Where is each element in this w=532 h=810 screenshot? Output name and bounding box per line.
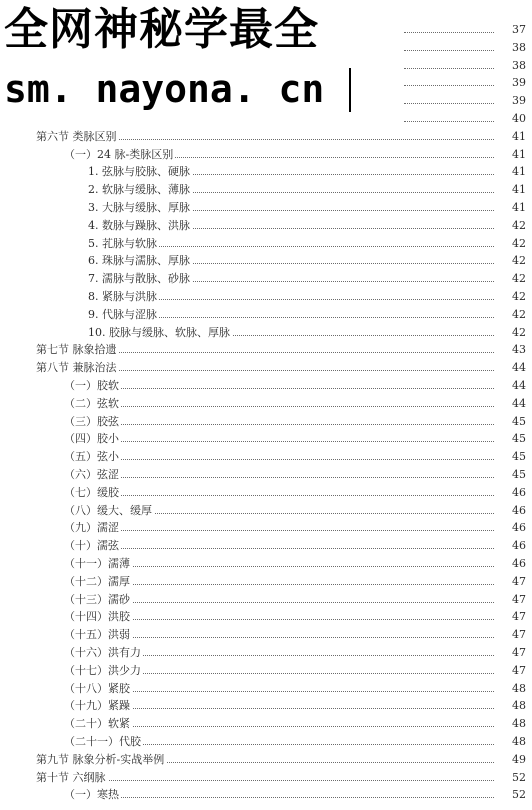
toc-entry-label: （一）24 脉-类脉区别 <box>64 148 174 161</box>
toc-entry[interactable] <box>0 537 532 554</box>
dot-leader <box>404 85 496 86</box>
toc-entry-page: 44 <box>494 395 526 412</box>
toc-entry-label: （八）缓大、缓厚 <box>64 504 152 517</box>
toc-entry-page: 47 <box>494 626 526 643</box>
toc-entry[interactable] <box>0 341 532 358</box>
toc-entry-page: 46 <box>494 484 526 501</box>
toc-entry-label: 1. 弦脉与胶脉、硬脉 <box>88 165 190 178</box>
toc-entry-page: 46 <box>494 555 526 572</box>
toc-entry-label: 9. 代脉与涩脉 <box>88 308 157 321</box>
toc-entry[interactable] <box>0 466 532 483</box>
toc-entry-page: 38 <box>494 57 526 74</box>
toc-entry-label: （四）胶小 <box>64 432 119 445</box>
toc-entry-page: 41 <box>494 181 526 198</box>
toc-entry-page: 48 <box>494 715 526 732</box>
toc-entry-page: 46 <box>494 502 526 519</box>
toc-entry-page: 45 <box>494 413 526 430</box>
toc-entry-page: 45 <box>494 448 526 465</box>
toc-entry[interactable] <box>0 519 532 536</box>
watermark <box>0 0 404 124</box>
toc-entry-page: 41 <box>494 128 526 145</box>
toc-entry-page: 48 <box>494 697 526 714</box>
toc-entry[interactable] <box>0 306 532 323</box>
dot-leader <box>64 530 496 531</box>
toc-entry[interactable] <box>0 235 532 252</box>
toc-entry-label: （十七）洪少力 <box>64 664 141 677</box>
toc-entry[interactable] <box>0 181 532 198</box>
toc-entry-page: 47 <box>494 644 526 661</box>
toc-entry-label: 6. 珠脉与濡脉、厚脉 <box>88 254 190 267</box>
toc-entry-page: 38 <box>494 39 526 56</box>
toc-entry-label: （七）缓胶 <box>64 486 119 499</box>
toc-entry[interactable] <box>0 697 532 714</box>
toc-entry-page: 41 <box>494 163 526 180</box>
toc-entry[interactable] <box>0 395 532 412</box>
toc-entry-label: （十三）濡砂 <box>64 593 130 606</box>
toc-entry-page: 45 <box>494 466 526 483</box>
toc-entry[interactable] <box>0 573 532 590</box>
toc-entry-label: （十二）濡厚 <box>64 575 130 588</box>
toc-entry-page: 46 <box>494 519 526 536</box>
toc-entry-label: （一）胶软 <box>64 379 119 392</box>
toc-entry-label: （十四）洪胶 <box>64 610 130 623</box>
watermark-url: sm. nayona. cn <box>4 67 325 111</box>
toc-entry-label: 5. 芤脉与软脉 <box>88 237 157 250</box>
toc-entry-page: 47 <box>494 591 526 608</box>
toc-entry-page: 42 <box>494 324 526 341</box>
dot-leader <box>64 406 496 407</box>
toc-entry[interactable] <box>0 377 532 394</box>
toc-entry-label: 第十节 六纲脉 <box>36 771 106 784</box>
toc-entry-page: 37 <box>494 21 526 38</box>
toc-entry-label: （五）弦小 <box>64 450 119 463</box>
toc-entry[interactable] <box>0 324 532 341</box>
dot-leader <box>64 424 496 425</box>
dot-leader <box>404 121 496 122</box>
toc-entry[interactable] <box>0 359 532 376</box>
toc-entry-page: 39 <box>494 92 526 109</box>
toc-entry-label: （十九）紧躁 <box>64 699 130 712</box>
toc-entry-label: 7. 濡脉与散脉、砂脉 <box>88 272 190 285</box>
toc-entry[interactable] <box>0 751 532 768</box>
dot-leader <box>64 441 496 442</box>
toc-entry[interactable] <box>0 146 532 163</box>
toc-entry[interactable] <box>0 217 532 234</box>
toc-entry[interactable] <box>0 608 532 625</box>
toc-entry-page: 47 <box>494 608 526 625</box>
dot-leader <box>64 459 496 460</box>
dot-leader <box>404 32 496 33</box>
toc-entry[interactable] <box>0 484 532 501</box>
toc-entry-page: 47 <box>494 662 526 679</box>
toc-entry-label: （十五）洪弱 <box>64 628 130 641</box>
toc-entry-label: （十六）洪有力 <box>64 646 141 659</box>
toc-entry[interactable] <box>0 733 532 750</box>
toc-entry-page: 49 <box>494 751 526 768</box>
toc-entry-page: 40 <box>494 110 526 127</box>
toc-entry-label: 2. 软脉与缓脉、薄脉 <box>88 183 190 196</box>
toc-entry-label: （十一）濡薄 <box>64 557 130 570</box>
dot-leader <box>64 495 496 496</box>
toc-entry-page: 47 <box>494 573 526 590</box>
toc-entry-page: 41 <box>494 146 526 163</box>
toc-entry[interactable] <box>0 591 532 608</box>
toc-entry[interactable] <box>0 163 532 180</box>
toc-entry[interactable] <box>0 662 532 679</box>
toc-entry-page: 42 <box>494 252 526 269</box>
toc-entry[interactable] <box>0 555 532 572</box>
toc-entry[interactable] <box>0 270 532 287</box>
toc-entry-page: 41 <box>494 199 526 216</box>
toc-entry[interactable] <box>0 626 532 643</box>
toc-entry-page: 39 <box>494 74 526 91</box>
toc-entry-label: （二十）软紧 <box>64 717 130 730</box>
toc-entry-page: 45 <box>494 430 526 447</box>
toc-entry-label: （一）寒热 <box>64 788 119 801</box>
text-cursor <box>349 68 351 112</box>
toc-entry-page: 42 <box>494 270 526 287</box>
watermark-title: 全网神秘学最全 <box>4 4 319 55</box>
dot-leader <box>404 103 496 104</box>
dot-leader <box>404 50 496 51</box>
toc-entry-label: 第七节 脉象拾遗 <box>36 343 117 356</box>
toc-entry-label: 4. 数脉与躁脉、洪脉 <box>88 219 190 232</box>
toc-entry-label: （二）弦软 <box>64 397 119 410</box>
toc-entry[interactable] <box>0 644 532 661</box>
toc-entry-label: （六）弦涩 <box>64 468 119 481</box>
dot-leader <box>64 477 496 478</box>
toc-entry-label: （三）胶弦 <box>64 415 119 428</box>
toc-entry[interactable] <box>0 128 532 145</box>
toc-entry-label: （二十一）代胶 <box>64 735 141 748</box>
toc-entry[interactable] <box>0 288 532 305</box>
toc-entry-page: 46 <box>494 537 526 554</box>
toc-entry-page: 48 <box>494 733 526 750</box>
toc-entry[interactable] <box>0 448 532 465</box>
toc-entry[interactable] <box>0 430 532 447</box>
toc-entry-page: 42 <box>494 217 526 234</box>
toc-entry-label: 10. 胶脉与缓脉、软脉、厚脉 <box>88 326 230 339</box>
toc-entry-label: （九）濡涩 <box>64 521 119 534</box>
dot-leader <box>64 548 496 549</box>
toc-entry-page: 52 <box>494 769 526 786</box>
toc-entry[interactable] <box>0 199 532 216</box>
toc-entry-page: 42 <box>494 306 526 323</box>
toc-entry[interactable] <box>0 680 532 697</box>
toc-entry[interactable] <box>0 252 532 269</box>
toc-entry-label: 8. 紧脉与洪脉 <box>88 290 157 303</box>
toc-entry-page: 44 <box>494 377 526 394</box>
dot-leader <box>64 388 496 389</box>
toc-entry-label: 第六节 类脉区别 <box>36 130 117 143</box>
toc-entry[interactable] <box>0 786 532 803</box>
dot-leader <box>64 797 496 798</box>
toc-entry-page: 42 <box>494 288 526 305</box>
toc-entry[interactable] <box>0 715 532 732</box>
toc-entry-page: 52 <box>494 786 526 803</box>
toc-entry-label: （十八）紧胶 <box>64 682 130 695</box>
toc-entry-page: 43 <box>494 341 526 358</box>
dot-leader <box>404 68 496 69</box>
toc-entry[interactable] <box>0 413 532 430</box>
toc-entry-label: 第八节 兼脉治法 <box>36 361 117 374</box>
toc-entry[interactable] <box>0 769 532 786</box>
toc-entry-label: 第九节 脉象分析-实战举例 <box>36 753 165 766</box>
toc-entry-page: 42 <box>494 235 526 252</box>
toc-entry-page: 48 <box>494 680 526 697</box>
toc-entry-page: 44 <box>494 359 526 376</box>
toc-entry-label: （十）濡弦 <box>64 539 119 552</box>
toc-entry[interactable] <box>0 502 532 519</box>
toc-entry-label: 3. 大脉与缓脉、厚脉 <box>88 201 190 214</box>
